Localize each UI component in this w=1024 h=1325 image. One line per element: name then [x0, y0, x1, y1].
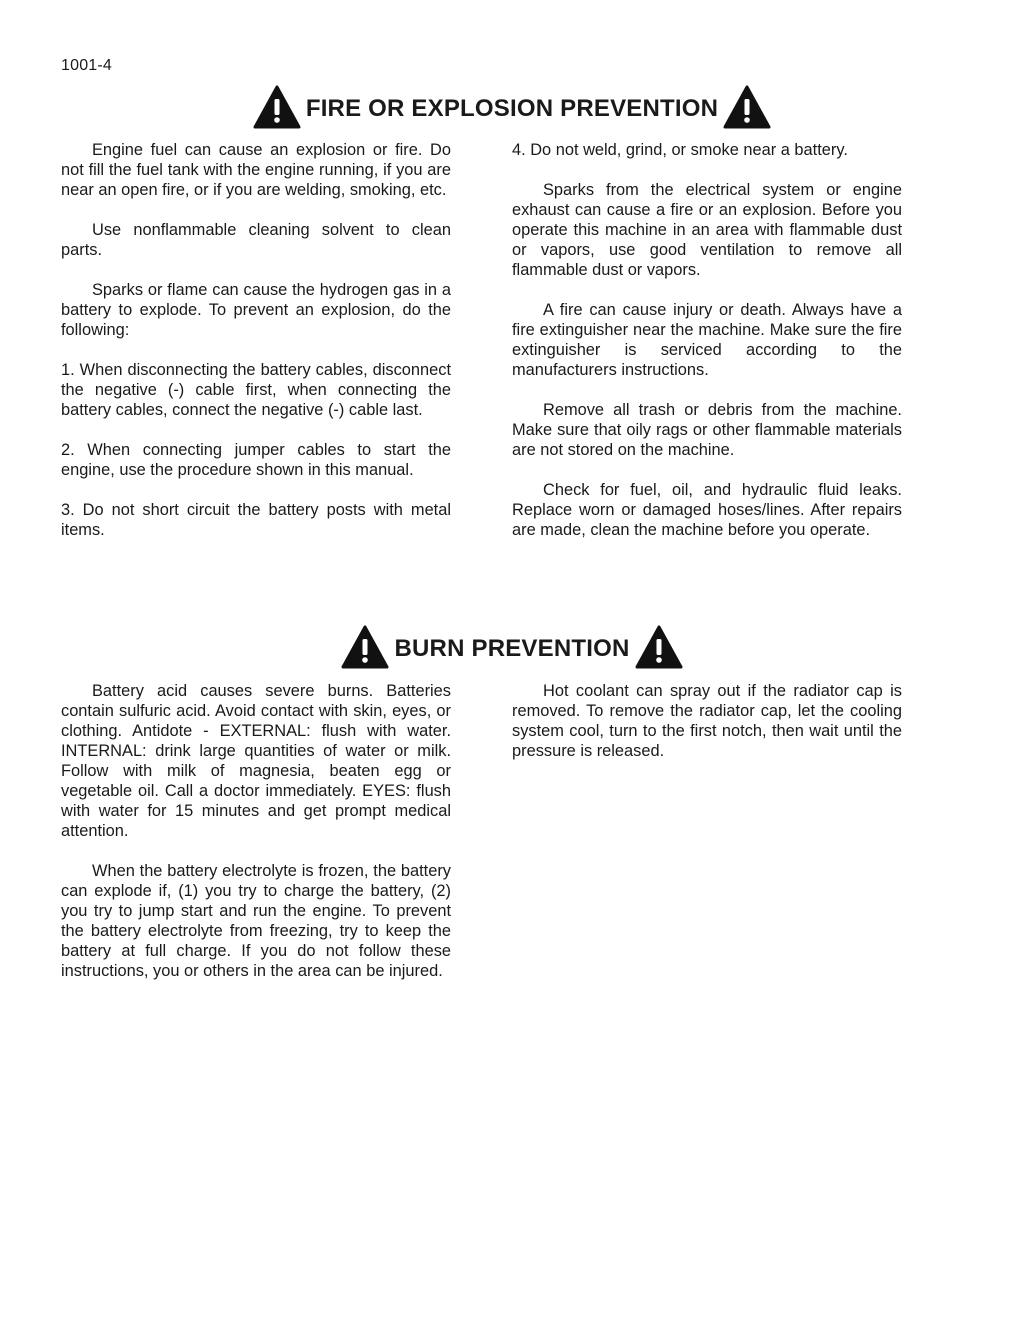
fire-right-column	[512, 140, 902, 540]
warning-triangle-icon	[340, 624, 390, 670]
paragraph: Check for fuel, oil, and hydraulic fluid leaks. Replace worn or damaged hoses/lines. After repairs are made, clean the machine before you operate.	[512, 481, 902, 539]
burn-left-column	[61, 681, 451, 981]
burn-right-column	[512, 681, 902, 761]
paragraph: When the battery electrolyte is frozen, the battery can explode if, (1) you try to charge the battery, (2) you try to jump start and run the engine. To prevent the battery electrolyte from freezing, try to keep the battery at full charge. If you do not follow these instructions, you or others in the area can be injured.	[61, 862, 451, 980]
warning-triangle-icon	[722, 84, 772, 130]
section-heading-burn	[0, 624, 1024, 670]
warning-triangle-icon	[634, 624, 684, 670]
page-number: 1001-4	[61, 57, 113, 74]
paragraph: Use nonflammable cleaning solvent to clean parts.	[61, 221, 451, 259]
paragraph: Engine fuel can cause an explosion or fire. Do not fill the fuel tank with the engine running, if you are near an open fire, or if you are welding, smoking, etc.	[61, 141, 451, 199]
numbered-step: 4. Do not weld, grind, or smoke near a battery.	[512, 141, 848, 159]
paragraph: Sparks or flame can cause the hydrogen gas in a battery to explode. To prevent an explosion, do the following:	[61, 281, 451, 339]
section-title: BURN PREVENTION	[394, 635, 630, 662]
numbered-step: 2. When connecting jumper cables to start the engine, use the procedure shown in this manual.	[61, 441, 451, 479]
paragraph: Remove all trash or debris from the machine. Make sure that oily rags or other flammable materials are not stored on the machine.	[512, 401, 902, 459]
numbered-step: 3. Do not short circuit the battery posts with metal items.	[61, 501, 451, 539]
paragraph: Sparks from the electrical system or engine exhaust can cause a fire or an explosion. Before you operate this machine in an area with flammable dust or vapors, use good ventilation to remove all flammable dust or vapors.	[512, 181, 902, 279]
paragraph: A fire can cause injury or death. Always have a fire extinguisher near the machine. Make sure the fire extinguisher is serviced according to the manufacturers instructions.	[512, 301, 902, 379]
numbered-step: 1. When disconnecting the battery cables, disconnect the negative (-) cable first, when connecting the battery cables, connect the negative (-) cable last.	[61, 361, 451, 419]
fire-left-column	[61, 140, 451, 540]
warning-triangle-icon	[252, 84, 302, 130]
paragraph: Hot coolant can spray out if the radiator cap is removed. To remove the radiator cap, let the cooling system cool, turn to the first notch, then wait until the pressure is released.	[512, 682, 902, 760]
paragraph: Battery acid causes severe burns. Batteries contain sulfuric acid. Avoid contact with skin, eyes, or clothing. Antidote - EXTERNAL: flush with water. INTERNAL: drink large quantities of water or milk. Follow with milk of magnesia, beaten egg or vegetable oil. Call a doctor immediately. EYES: flush with water for 15 minutes and get prompt medical attention.	[61, 682, 451, 840]
section-title: FIRE OR EXPLOSION PREVENTION	[305, 95, 719, 122]
section-heading-fire	[0, 84, 1024, 130]
